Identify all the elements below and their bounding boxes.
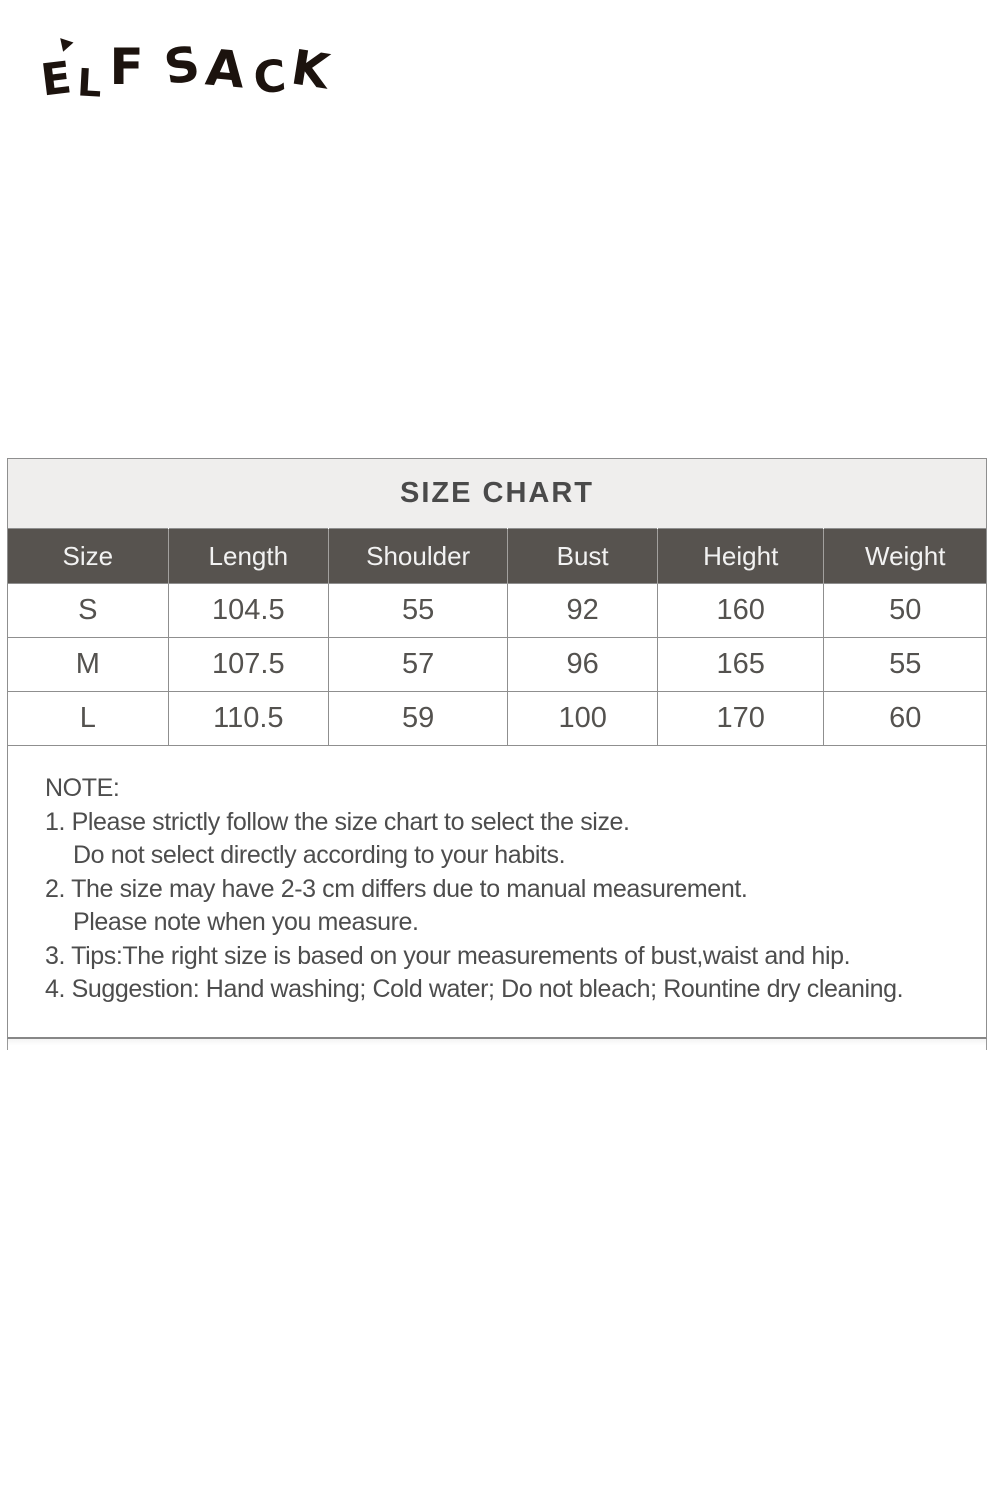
logo-letter: L xyxy=(75,60,103,106)
cell-length: 107.5 xyxy=(168,638,329,692)
next-section-sliver xyxy=(7,1039,987,1050)
cell-length: 104.5 xyxy=(168,584,329,638)
cell-size: M xyxy=(8,638,169,692)
note-heading: NOTE: xyxy=(45,774,120,802)
cell-size: L xyxy=(8,692,169,746)
cell-size: S xyxy=(8,584,169,638)
note-box xyxy=(7,746,987,1039)
cell-height: 165 xyxy=(658,638,824,692)
cell-height: 170 xyxy=(658,692,824,746)
logo-letter: C xyxy=(251,50,288,105)
size-chart-table xyxy=(7,528,987,746)
brand-logo xyxy=(38,35,334,132)
cell-shoulder: 57 xyxy=(329,638,508,692)
table-row-s xyxy=(8,584,987,638)
size-chart-section xyxy=(7,458,987,1050)
note-line-3: 3. Tips:The right size is based on your measurements of bust,waist and hip. xyxy=(45,941,851,970)
logo-letter: A xyxy=(203,38,248,100)
logo-accent-mark xyxy=(56,38,73,54)
cell-bust: 96 xyxy=(508,638,658,692)
note-line-1: 1. Please strictly follow the size chart to select the size. xyxy=(45,807,630,836)
cell-shoulder: 55 xyxy=(329,584,508,638)
note-line-2: 2. The size may have 2-3 cm differs due to manual measurement. xyxy=(45,874,748,903)
size-chart-title-band xyxy=(7,458,987,528)
cell-bust: 92 xyxy=(508,584,658,638)
column-header-length: Length xyxy=(168,529,329,584)
column-header-weight: Weight xyxy=(824,529,987,584)
logo-letter: S xyxy=(160,35,204,97)
table-row-l xyxy=(8,692,987,746)
note-line-4: 4. Suggestion: Hand washing; Cold water; Do not bleach; Rountine dry cleaning. xyxy=(45,975,904,1003)
cell-weight: 60 xyxy=(824,692,987,746)
note-line-2b: Please note when you measure. xyxy=(73,908,419,936)
cell-shoulder: 59 xyxy=(329,692,508,746)
logo-letter: F xyxy=(109,38,144,96)
size-chart-title: SIZE CHART xyxy=(400,477,594,509)
logo-letter: K xyxy=(288,39,334,101)
table-header-row xyxy=(8,529,987,584)
note-line-1b: Do not select directly according to your habits. xyxy=(73,841,566,869)
cell-weight: 55 xyxy=(824,638,987,692)
table-row-m xyxy=(8,638,987,692)
column-header-height: Height xyxy=(658,529,824,584)
column-header-shoulder: Shoulder xyxy=(329,529,508,584)
column-header-size: Size xyxy=(8,529,169,584)
column-header-bust: Bust xyxy=(508,529,658,584)
cell-bust: 100 xyxy=(508,692,658,746)
cell-length: 110.5 xyxy=(168,692,329,746)
logo-letter: E xyxy=(38,52,75,107)
cell-weight: 50 xyxy=(824,584,987,638)
cell-height: 160 xyxy=(658,584,824,638)
